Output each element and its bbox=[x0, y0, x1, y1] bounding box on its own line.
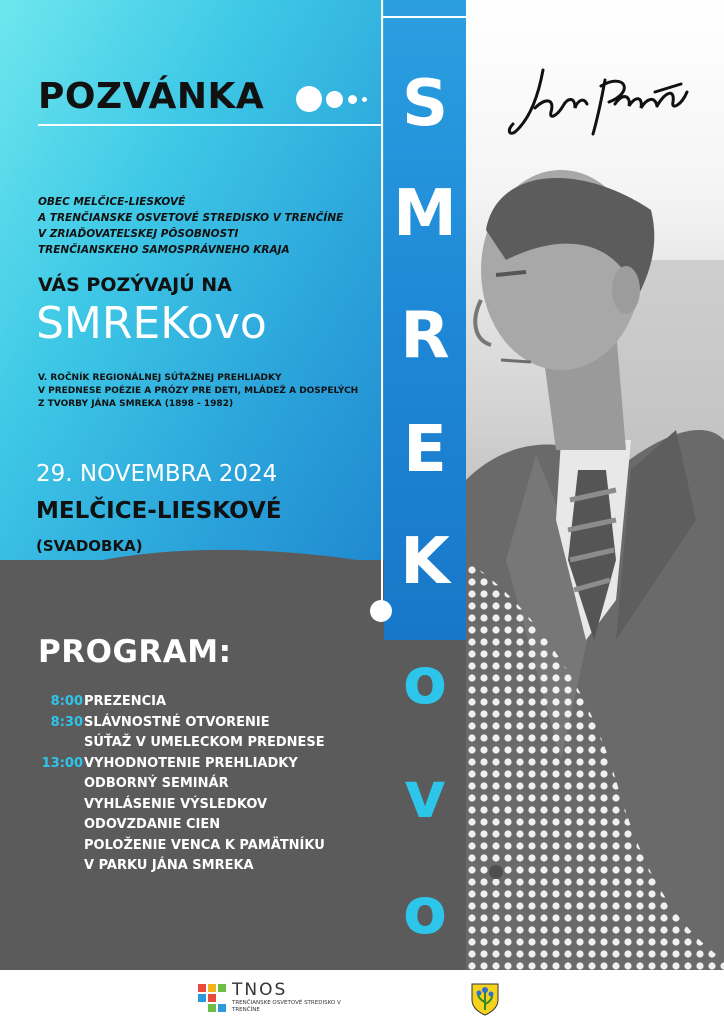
event-place: MELČICE-LIESKOVÉ bbox=[36, 498, 282, 524]
village-crest-icon bbox=[470, 982, 500, 1016]
program-list bbox=[36, 694, 376, 879]
program-text: SLÁVNOSTNÉ OTVORENIE bbox=[84, 714, 270, 730]
event-description bbox=[38, 372, 378, 411]
portrait-photo bbox=[466, 0, 724, 970]
event-date: 29. NOVEMBRA 2024 bbox=[36, 461, 278, 487]
event-venue: (SVADOBKA) bbox=[36, 537, 143, 555]
vertical-title-letter: o bbox=[403, 645, 447, 719]
vertical-title-letter: M bbox=[393, 177, 457, 251]
program-text: ODOVZDANIE CIEN bbox=[84, 817, 221, 832]
vertical-title-letter: E bbox=[403, 413, 447, 487]
organizer-line: TRENČIANSKEHO SAMOSPRÁVNEHO KRAJA bbox=[38, 244, 290, 256]
program-item bbox=[36, 756, 376, 777]
program-item bbox=[36, 715, 376, 736]
program-text: SÚŤAŽ V UMELECKOM PREDNESE bbox=[84, 735, 325, 750]
program-text: PREZENCIA bbox=[84, 694, 167, 709]
organizer-line: V ZRIAĎOVATEĽSKEJ PÔSOBNOSTI bbox=[38, 228, 239, 240]
program-text: ODBORNÝ SEMINÁR bbox=[84, 776, 229, 791]
organizers bbox=[38, 194, 378, 258]
invite-line: VÁS POZÝVAJÚ NA bbox=[38, 274, 232, 296]
program-text: VYHODNOTENIE PREHLIADKY bbox=[84, 755, 298, 771]
program-time: 8:30 bbox=[50, 714, 83, 730]
program-text: VYHLÁSENIE VÝSLEDKOV bbox=[84, 796, 268, 812]
vertical-title-letter: v bbox=[404, 759, 446, 833]
program-item bbox=[36, 694, 376, 715]
program-item bbox=[36, 838, 376, 859]
top-rule bbox=[383, 16, 466, 18]
poster-title: POZVÁNKA bbox=[38, 76, 265, 117]
program-text: V PARKU JÁNA SMREKA bbox=[84, 858, 254, 873]
program-item bbox=[36, 817, 376, 838]
event-name: SMREKovo bbox=[36, 298, 267, 349]
vertical-rule bbox=[381, 0, 383, 608]
rule-end-dot bbox=[370, 600, 392, 622]
vertical-title-letter: K bbox=[400, 525, 450, 599]
program-time: 8:00 bbox=[50, 694, 83, 709]
program-item bbox=[36, 776, 376, 797]
organizer-line: OBEC MELČICE-LIESKOVÉ bbox=[38, 196, 186, 208]
description-line: Z TVORBY JÁNA SMREKA (1898 - 1982) bbox=[38, 399, 234, 409]
description-line: V PREDNESE POÉZIE A PRÓZY PRE DETI, MLÁDEŽ A DOSPELÝCH bbox=[38, 386, 359, 396]
footer bbox=[0, 970, 724, 1024]
tnos-subtitle: TRENČIANSKE OSVETOVÉ STREDISKO V TRENČÍNE bbox=[232, 1000, 341, 1013]
tnos-logo-icon bbox=[196, 982, 228, 1014]
author-signature bbox=[505, 62, 695, 142]
tnos-name: TNOS bbox=[232, 980, 288, 1000]
description-line: V. ROČNÍK REGIONÁLNEJ SÚŤAŽNEJ PREHLIADKY bbox=[38, 373, 282, 383]
vertical-title-letter: R bbox=[400, 299, 450, 373]
program-item bbox=[36, 735, 376, 756]
organizer-line: A TRENČIANSKE OSVETOVÉ STREDISKO V TRENČÍNE bbox=[38, 212, 344, 224]
program-item bbox=[36, 858, 376, 879]
title-underline bbox=[38, 124, 383, 126]
program-title: PROGRAM: bbox=[38, 634, 232, 670]
program-time: 13:00 bbox=[41, 755, 83, 771]
program-text: POLOŽENIE VENCA K PAMÄTNÍKU bbox=[84, 837, 325, 853]
vertical-title-letter: o bbox=[403, 875, 447, 949]
program-item bbox=[36, 797, 376, 818]
vertical-title-letter: S bbox=[401, 67, 449, 141]
